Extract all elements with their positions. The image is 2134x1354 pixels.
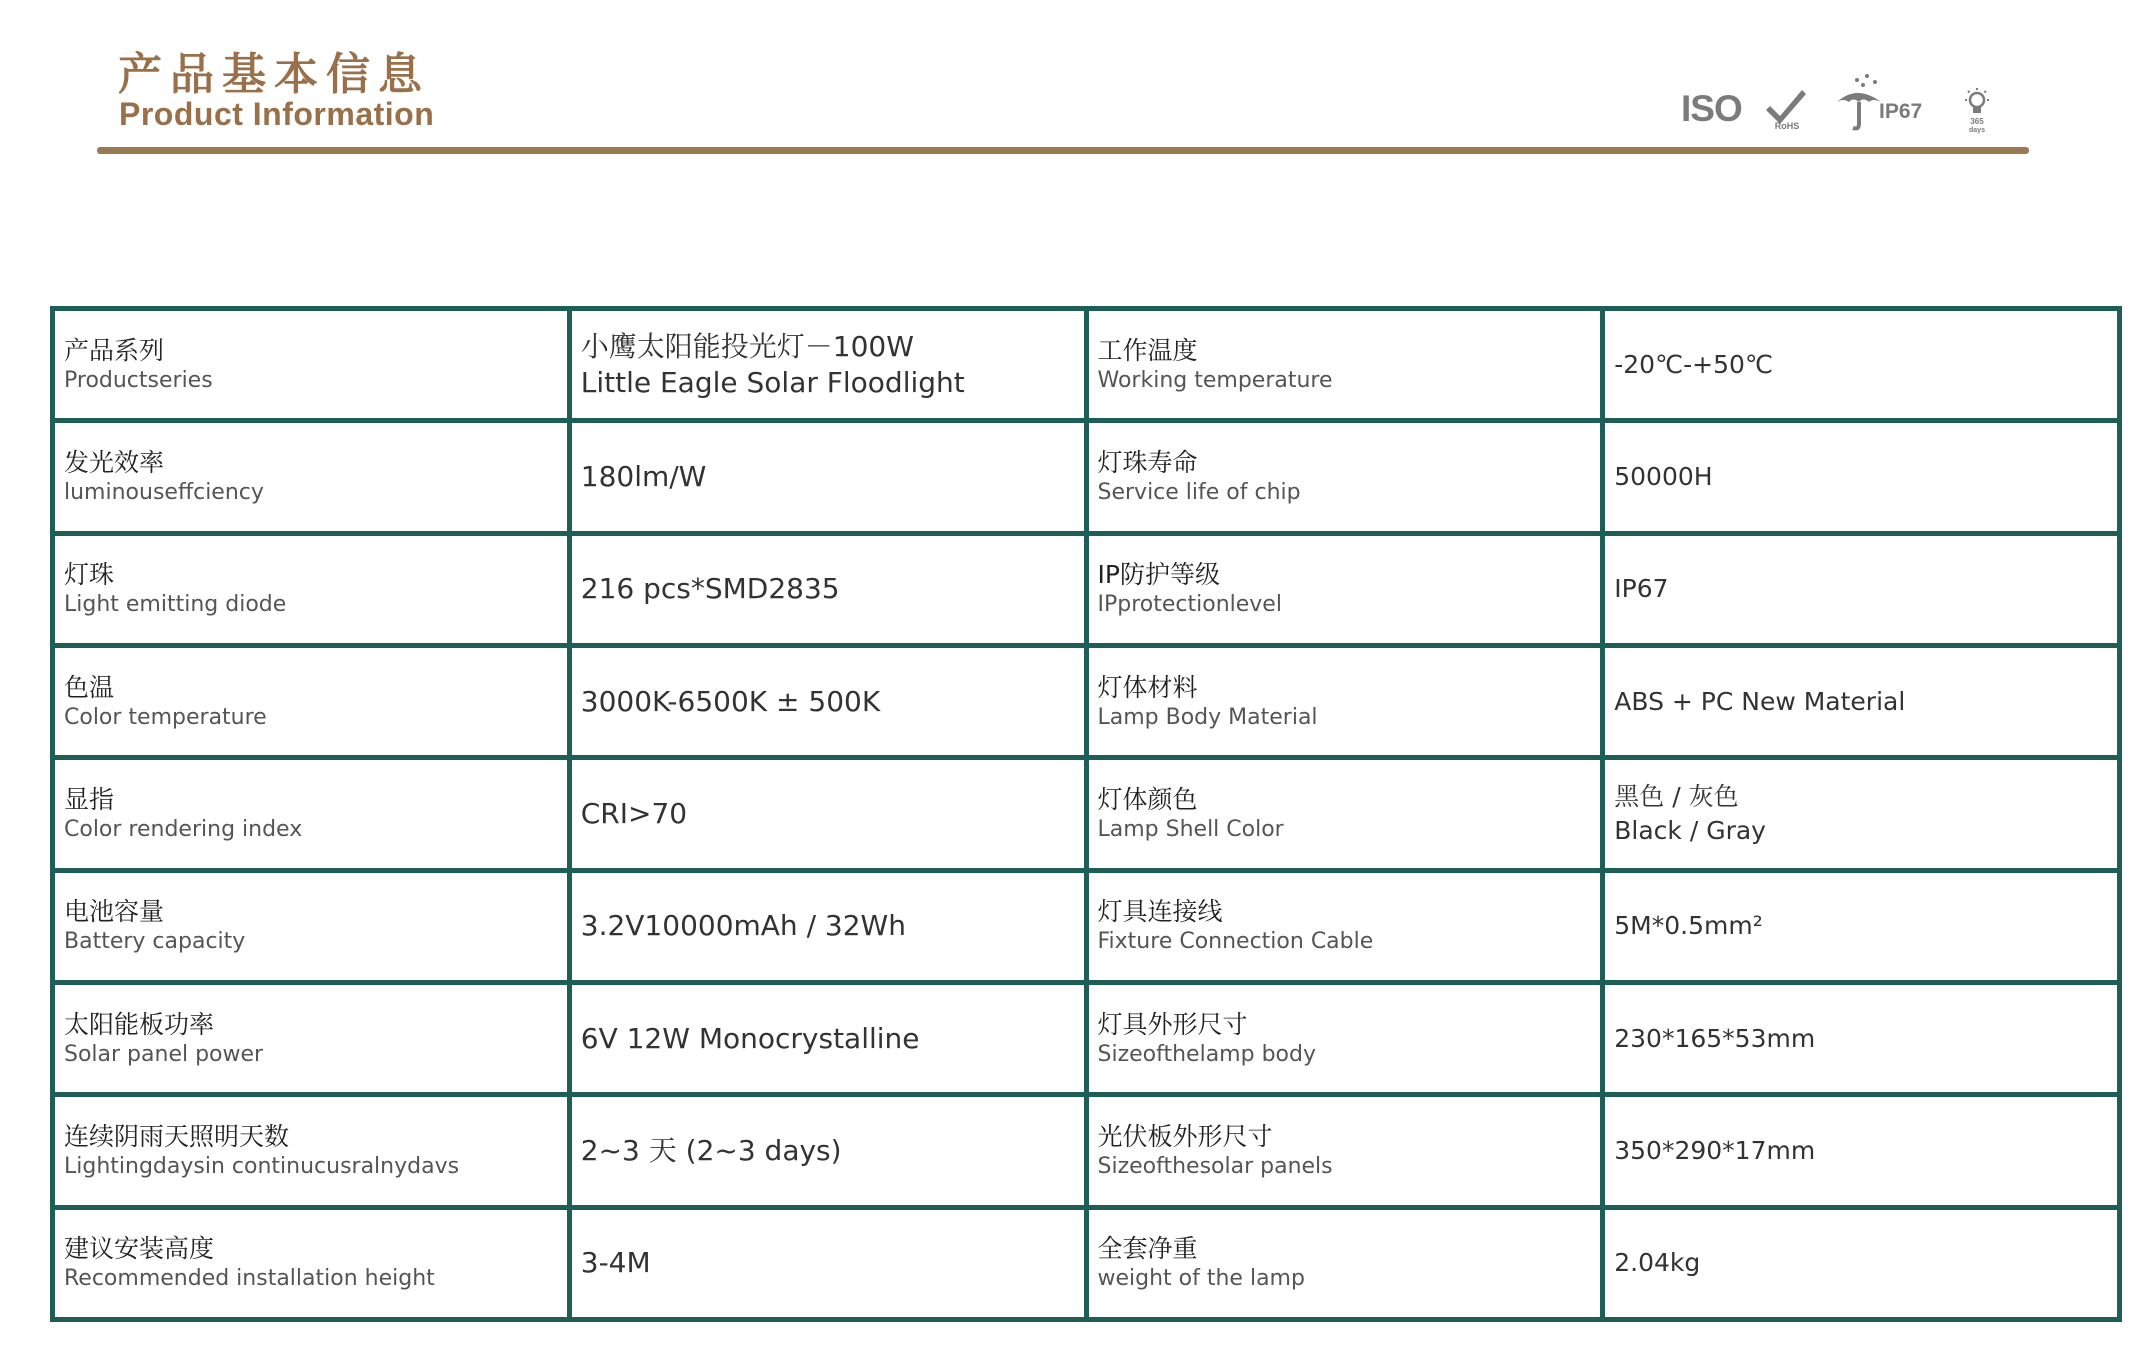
r-label-cell (1086, 533, 1603, 645)
l-value-text: Little Eagle Solar Floodlight (580, 365, 965, 399)
r-label-cell (1086, 1095, 1603, 1207)
r-value-cell (1603, 870, 2120, 982)
spec-row (53, 982, 2120, 1094)
l-label-en: Color rendering index (64, 816, 303, 842)
r-value-text: 350*290*17mm (1614, 1135, 1816, 1165)
l-value-cell (569, 758, 1086, 870)
r-label-en: Lamp Body Material (1097, 704, 1318, 730)
l-label-en: Light emitting diode (64, 592, 287, 618)
l-label-zh: 显指 (64, 784, 115, 814)
l-label-en: Color temperature (64, 704, 267, 730)
umbrella-ip-icon (1835, 72, 1975, 132)
l-value-text: 216 pcs*SMD2835 (580, 572, 840, 606)
l-label-cell (53, 1207, 570, 1319)
r-label-en: weight of the lamp (1097, 1266, 1305, 1292)
l-value-text: 3000K-6500K ± 500K (580, 684, 881, 718)
r-label-cell (1086, 870, 1603, 982)
header-divider (97, 147, 2029, 154)
r-label-en: Sizeofthelamp body (1097, 1041, 1316, 1067)
r-label-en: Service life of chip (1097, 479, 1301, 505)
header-title-zh: 产品基本信息 (118, 49, 430, 100)
r-label-zh: IP防护等级 (1097, 560, 1220, 590)
r-label-en: Lamp Shell Color (1097, 816, 1284, 842)
l-label-zh: 太阳能板功率 (64, 1009, 215, 1039)
l-value-text: CRI>70 (580, 796, 688, 830)
l-label-en: Solar panel power (64, 1041, 264, 1067)
r-value-text: 黑色 / 灰色 (1614, 781, 1739, 811)
l-label-zh: 色温 (64, 672, 115, 702)
l-label-zh: 电池容量 (64, 897, 165, 927)
spec-row (53, 533, 2120, 645)
days-number: 365 (1970, 117, 1984, 126)
l-value-cell (569, 870, 1086, 982)
r-label-zh: 灯珠寿命 (1097, 447, 1198, 477)
r-value-cell (1603, 533, 2120, 645)
header-title-en: Product Information (119, 96, 435, 132)
ip67-label: IP67 (1879, 100, 1923, 123)
r-label-zh: 灯具外形尺寸 (1097, 1009, 1248, 1039)
spec-row (53, 1207, 2120, 1319)
r-value-cell (1603, 309, 2120, 421)
l-value-text: 2~3 天 (2~3 days) (580, 1133, 842, 1167)
spec-row (53, 1095, 2120, 1207)
r-value-text: 2.04kg (1614, 1248, 1701, 1278)
spec-row (53, 645, 2120, 757)
l-label-zh: 发光效率 (64, 447, 165, 477)
lightbulb-365-icon (1956, 86, 1998, 136)
l-label-en: Lightingdaysin continucusralnydavs (64, 1153, 460, 1179)
l-value-text: 3.2V10000mAh / 32Wh (580, 909, 906, 943)
spec-row (53, 421, 2120, 533)
l-value-text: 6V 12W Monocrystalline (580, 1021, 920, 1055)
r-label-en: Working temperature (1097, 367, 1333, 393)
r-label-en: IPprotectionlevel (1097, 592, 1282, 618)
r-label-zh: 工作温度 (1097, 335, 1198, 365)
r-value-text: Black / Gray (1614, 815, 1766, 845)
l-value-cell (569, 1095, 1086, 1207)
r-label-zh: 灯体颜色 (1097, 784, 1198, 814)
r-label-cell (1086, 421, 1603, 533)
r-label-zh: 光伏板外形尺寸 (1097, 1121, 1273, 1151)
r-label-zh: 全套净重 (1097, 1234, 1198, 1264)
l-value-cell (569, 1207, 1086, 1319)
l-value-text: 小鹰太阳能投光灯－100W (580, 329, 914, 363)
r-label-cell (1086, 758, 1603, 870)
l-label-en: luminouseffciency (64, 479, 264, 505)
r-label-cell (1086, 309, 1603, 421)
l-value-cell (569, 309, 1086, 421)
r-value-text: 50000H (1614, 461, 1713, 491)
iso-badge: ISO (1681, 88, 1742, 129)
r-value-cell (1603, 758, 2120, 870)
l-value-text: 3-4M (580, 1246, 651, 1280)
r-value-text: ABS + PC New Material (1614, 686, 1906, 716)
r-label-cell (1086, 982, 1603, 1094)
r-value-text: 230*165*53mm (1614, 1023, 1816, 1053)
l-label-cell (53, 421, 570, 533)
spec-row (53, 758, 2120, 870)
r-value-text: -20℃-+50℃ (1614, 349, 1774, 379)
r-value-text: IP67 (1614, 574, 1669, 604)
l-value-cell (569, 645, 1086, 757)
l-label-cell (53, 982, 570, 1094)
r-label-cell (1086, 1207, 1603, 1319)
r-label-cell (1086, 645, 1603, 757)
l-label-zh: 产品系列 (64, 335, 165, 365)
r-label-zh: 灯具连接线 (1097, 897, 1223, 927)
l-label-zh: 灯珠 (64, 560, 115, 590)
spec-row (53, 309, 2120, 421)
l-label-cell (53, 1095, 570, 1207)
l-label-cell (53, 645, 570, 757)
l-value-cell (569, 533, 1086, 645)
l-label-en: Productseries (64, 367, 213, 393)
l-label-cell (53, 870, 570, 982)
l-label-cell (53, 758, 570, 870)
r-value-cell (1603, 1207, 2120, 1319)
days-label: days (1969, 127, 1985, 134)
l-label-zh: 连续阴雨天照明天数 (64, 1121, 290, 1151)
r-label-en: Fixture Connection Cable (1097, 929, 1374, 955)
r-value-cell (1603, 645, 2120, 757)
spec-row (53, 870, 2120, 982)
r-value-cell (1603, 982, 2120, 1094)
product-spec-table (50, 306, 2122, 1322)
r-label-en: Sizeofthesolar panels (1097, 1153, 1333, 1179)
r-value-cell (1603, 421, 2120, 533)
r-label-zh: 灯体材料 (1097, 672, 1198, 702)
r-value-cell (1603, 1095, 2120, 1207)
rohs-label: RoHS (1774, 121, 1800, 130)
rohs-icon (1762, 84, 1812, 130)
l-value-text: 180lm/W (580, 459, 707, 493)
r-value-text: 5M*0.5mm² (1614, 911, 1763, 941)
l-value-cell (569, 421, 1086, 533)
l-value-cell (569, 982, 1086, 1094)
l-label-en: Recommended installation height (64, 1266, 435, 1292)
l-label-cell (53, 533, 570, 645)
l-label-en: Battery capacity (64, 929, 246, 955)
l-label-cell (53, 309, 570, 421)
l-label-zh: 建议安装高度 (64, 1234, 215, 1264)
